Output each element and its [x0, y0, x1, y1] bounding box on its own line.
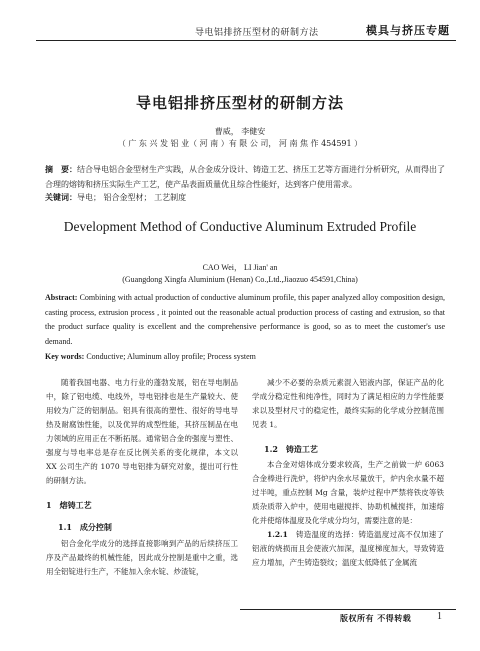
- section-1-2-1-text: 铸造温度的选择：铸造温度过高不仅加速了铝液的烧损而且会使液穴加深，温度梯度加大，导致铸造应力增加，产生铸造裂纹；温度太低降低了金属流: [252, 530, 444, 567]
- body-column-right: [252, 376, 444, 570]
- abstract-cn-label: 摘 要：: [45, 164, 77, 174]
- keywords-en-label: Key words:: [45, 352, 85, 361]
- authors-cn: 曹威， 李健安: [214, 127, 266, 136]
- paper-title-cn: 导电铝排挤压型材的研制方法: [135, 94, 344, 112]
- affiliation-cn: （ 广 东 兴 发 铝 业（ 河 南 ）有 限 公 司， 河 南 焦 作 454591 ）: [117, 139, 363, 148]
- body-column-left: [46, 376, 238, 579]
- running-header-section: 模具与挤压专题: [366, 24, 450, 37]
- abstract-en-label: Abstract:: [45, 293, 78, 302]
- section-1-2-heading: 1.2 铸造工艺: [264, 444, 318, 454]
- section-1-2-paragraph: 本合金对熔体成分要求较高，生产之前做一炉 6063 合金棒进行洗炉，将炉内余水尽量放干，炉内余水量不超过半吨，重点控制 Mg 含量，装炉过程中严禁将铁皮等铁质杂质带入炉中，使用电磁搅拌、协助机械搅拌，加速熔化并使熔体温度及化学成分均匀，需要注意的是：: [252, 460, 444, 525]
- keywords-cn: [45, 192, 445, 203]
- section-1-heading: 1 熔铸工艺: [46, 500, 92, 510]
- intro-paragraph: 随着我国电器、电力行业的蓬勃发展，铝在导电制品中，除了铝电缆、电线外，导电铝排也是生产量较大、使用较为广泛的铝制品。铝具有很高的塑性、很好的导电导热及耐腐蚀性能，以及优异的成型性能，其挤压制品在电力领域的应用正在不断拓展。通常铝合金的强度与塑性、强度与导电率总是存在反比例关系的变化规律，本文以 XX 公司生产的 1070 导电铝排为研究对象，提出可行性的研制方法。: [46, 378, 238, 485]
- section-1-2-1-label: 1.2.1: [267, 530, 288, 539]
- paper-title-en: Development Method of Conductive Aluminum Extruded Profile: [63, 219, 417, 234]
- section-1-2-1-paragraph: [252, 528, 444, 570]
- header-rule: [36, 40, 456, 41]
- section-1-1-heading: 1.1 成分控制: [58, 522, 112, 532]
- abstract-en-text: Combining with actual production of conductive aluminum profile, this paper analyzed alloy composition design, casting process, extrusion process , it pointed out the reasonable actual production process of casting and extrusion, so that the product surface quality is excellent and the comprehensive performance is good, so as to meet the customer's use demand.: [45, 293, 445, 346]
- page-number: 1: [437, 611, 442, 622]
- abstract-cn: [45, 162, 445, 192]
- keywords-en: [45, 352, 445, 361]
- authors-en: CAO Wei， LI Jian' an: [202, 263, 278, 272]
- running-header-title: 导电铝排挤压型材的研制方法: [195, 28, 319, 38]
- abstract-en: [45, 291, 445, 349]
- running-header: [0, 18, 480, 40]
- affiliation-en: (Guangdong Xingfa Aluminium (Henan) Co.,Ltd.,Jiaozuo 454591,China): [122, 275, 358, 284]
- copyright-notice: 版权所有 不得转载: [340, 613, 412, 623]
- section-1-1-paragraph: 铝合金化学成分的选择直接影响到产品的后续挤压工序及产品最终的机械性能，因此成分控制是重中之重，选用全铝锭进行生产，不能加入余水锭、炒渣锭，: [46, 539, 238, 576]
- keywords-cn-text: 导电； 铝合金型材； 工艺制度: [77, 193, 187, 202]
- footer-rule: [240, 609, 456, 610]
- composition-paragraph: 减少不必要的杂质元素混入铝液内部，保证产品的化学成分稳定性和纯净性，同时为了满足相应的力学性能要求以及型材尺寸的稳定性，最终实际的化学成分控制范围见表 1。: [252, 378, 444, 429]
- keywords-cn-label: 关键词：: [45, 192, 77, 202]
- keywords-en-text: Conductive; Aluminum alloy profile; Process system: [84, 352, 256, 361]
- abstract-cn-text: 结合导电铝合金型材生产实践，从合金成分设计、铸造工艺、挤压工艺等方面进行分析研究，从而得出了合理的熔铸和挤压实际生产工艺，使产品表面质量优且综合性能好，达到客户使用需求。: [45, 165, 445, 189]
